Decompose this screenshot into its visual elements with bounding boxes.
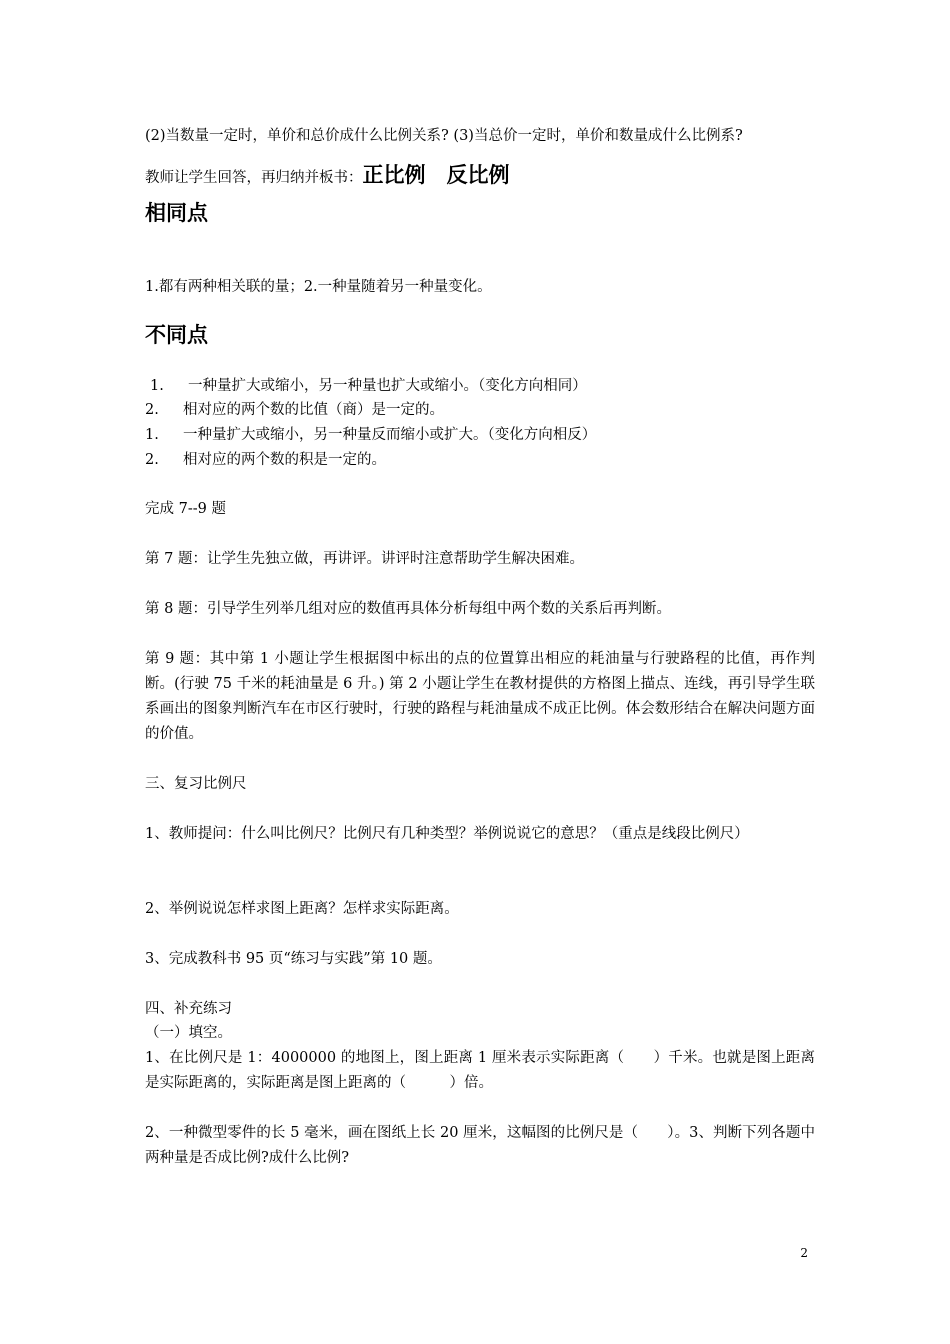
diff-item-number: 2. (145, 452, 159, 468)
teacher-prefix: 教师让学生回答，再归纳并板书： (145, 170, 363, 186)
fill-title: （一）填空。 (145, 1025, 232, 1041)
heading-diff: 不同点 (145, 323, 208, 347)
diff-item (145, 398, 444, 423)
diff-item-text: 相对应的两个数的积是一定的。 (183, 452, 386, 468)
same-text: 1.都有两种相关联的量；2.一种量随着另一种量变化。 (145, 279, 492, 295)
question-line: (2)当数量一定时，单价和总价成什么比例关系? (3)当总价一定时，单价和数量成什么比例系? (145, 128, 743, 144)
q9-text: 第 9 题：其中第 1 小题让学生根据图中标出的点的位置算出相应的耗油量与行驶路程的比值，再作判断。(行驶 75 千米的耗油量是 6 升。) 第 2 小题让学生在教材提供的方格图上描点、连线，再引导学生联系画出的图象判断汽车在市区行驶时，行驶的路程与耗油量成不成正比例。体会数形结合在解决问题方面的价值。 (145, 651, 815, 742)
diff-item (150, 374, 587, 399)
heading-same: 相同点 (145, 201, 208, 225)
diff-item (145, 423, 596, 448)
diff-item-text: 一种量扩大或缩小，另一种量也扩大或缩小。（变化方向相同） (188, 378, 587, 394)
section-4-title: 四、补充练习 (145, 1001, 232, 1017)
s3-item-2: 2、举例说说怎样求图上距离？怎样求实际距离。 (145, 901, 459, 917)
s3-item-3: 3、完成教科书 95 页“练习与实践”第 10 题。 (145, 951, 442, 967)
diff-item-number: 2. (145, 402, 159, 418)
diff-item-text: 一种量扩大或缩小，另一种量反而缩小或扩大。（变化方向相反） (183, 427, 597, 443)
q7-text: 第 7 题：让学生先独立做，再讲评。讲评时注意帮助学生解决困难。 (145, 551, 584, 567)
board-title: 正比例 反比例 (362, 163, 510, 187)
diff-item-number: 1. (145, 427, 159, 443)
teacher-board-line (145, 160, 815, 193)
fill-item-2: 2、一种微型零件的长 5 毫米，画在图纸上长 20 厘米，这幅图的比例尺是（ ）。3、判断下列各题中两种量是否成比例?成什么比例? (145, 1125, 815, 1166)
s3-item-1: 1、教师提问：什么叫比例尺？比例尺有几种类型？举例说说它的意思？（重点是线段比例尺） (145, 826, 749, 842)
diff-item-text: 相对应的两个数的比值（商）是一定的。 (183, 402, 444, 418)
diff-item-number: 1. (150, 378, 164, 394)
diff-item (145, 448, 386, 473)
q8-text: 第 8 题：引导学生列举几组对应的数值再具体分析每组中两个数的关系后再判断。 (145, 601, 671, 617)
fill-item-1: 1、在比例尺是 1：4000000 的地图上，图上距离 1 厘米表示实际距离（ ）千米。也就是图上距离是实际距离的，实际距离是图上距离的（ ）倍。 (145, 1050, 815, 1091)
page-number: 2 (800, 1246, 808, 1260)
complete-line: 完成 7--9 题 (145, 501, 226, 517)
section-3-title: 三、复习比例尺 (145, 776, 247, 792)
